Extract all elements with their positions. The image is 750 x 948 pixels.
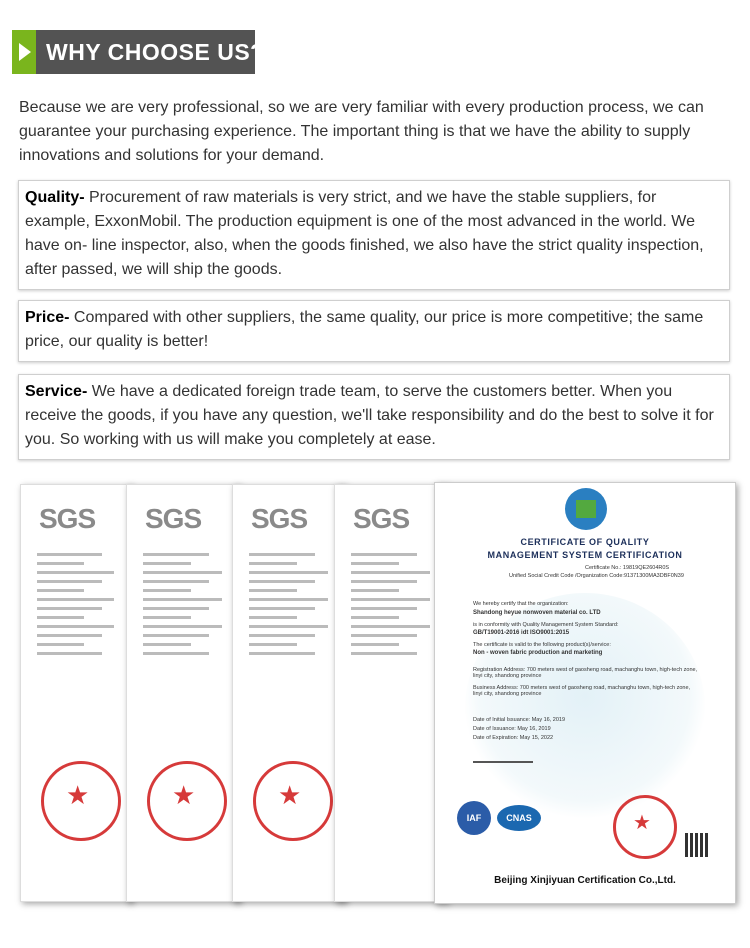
quality-box [18,180,730,290]
quality-text: Procurement of raw materials is very strict, and we have the stable suppliers, for example, ExxonMobil. The production equipment is one of the most advanced in the world. We have on- line inspector, also, when the goods finished, we also have the strict quality inspection, after passed, we will ship the goods. [25,189,704,278]
registration-address: Registration Address: 700 meters west of gaosheng road, machanghu town, high-tech zone, linyi city, shandong province [473,667,698,679]
price-text: Compared with other suppliers, the same quality, our price is more competitive; the same price, our quality is better! [25,309,704,350]
certificates-image [16,478,734,904]
sgs-logo: SGS [145,503,202,534]
service-box [18,374,730,460]
red-seal-icon [41,761,121,841]
certificate-no: Certificate No.: 19819QE2604R0S [585,565,670,571]
cnas-logo: CNAS [497,805,541,831]
red-seal-icon [253,761,333,841]
issue-date: Date of Issuance: May 16, 2019 [473,726,551,732]
initial-issue-date: Date of Initial Issuance: May 16, 2019 [473,717,566,723]
standard-text: GB/T19001-2016 idt ISO9001:2015 [473,630,570,636]
sgs-logo: SGS [39,503,96,534]
business-address: Business Address: 700 meters west of gaosheng road, machanghu town, high-tech zone, linyi city, shandong province [473,685,691,697]
scope-text: Non - woven fabric production and marketing [473,650,603,656]
price-label: Price- [25,309,70,326]
sgs-report-1 [20,484,132,902]
play-icon [12,30,36,74]
certificate-title-1: CERTIFICATE OF QUALITY [520,537,650,547]
organization-name: Shandong heyue nonwoven material co. LTD [473,610,601,616]
signature-line [473,761,533,763]
certification-logo-icon [565,488,607,530]
qr-code-icon [685,833,709,857]
intro-paragraph: Because we are very professional, so we are very familiar with every production process, we can guarantee your purchasing experience. The important thing is that we have the ability to supply innovations and solutions for your demand. [19,99,704,164]
quality-label: Quality- [25,189,85,206]
iso-certificate [434,482,736,904]
credit-code: Unified Social Credit Code /Organization Code:91371300MA3DBF0N39 [509,573,684,579]
price-box [18,300,730,362]
sgs-logo: SGS [251,503,308,534]
sgs-report-2 [126,484,240,902]
certify-intro: We hereby certify that the organization: [473,601,569,607]
expiration-date: Date of Expiration: May 15, 2022 [473,735,554,741]
iaf-logo: IAF [457,801,491,835]
service-label: Service- [25,383,88,400]
service-text: We have a dedicated foreign trade team, to serve the customers better. When you receive the goods, if you have any question, we'll take responsibility and do the best to solve it for you. So working with us will make you completely at ease. [25,383,714,448]
red-seal-icon [147,761,227,841]
section-title: WHY CHOOSE US? [46,39,265,65]
sgs-logo: SGS [353,503,410,534]
conformity-text: is in conformity with Quality Management System Standard: [473,622,619,628]
sgs-report-4 [334,484,448,902]
sgs-report-3 [232,484,346,902]
issuer-name: Beijing Xinjiyuan Certification Co.,Ltd. [494,875,676,886]
certificate-title-2: MANAGEMENT SYSTEM CERTIFICATION [487,550,683,560]
section-header [12,30,265,74]
applicable-text: The certificate is valid to the following product(s)/service: [473,642,611,648]
red-seal-icon [613,795,677,859]
